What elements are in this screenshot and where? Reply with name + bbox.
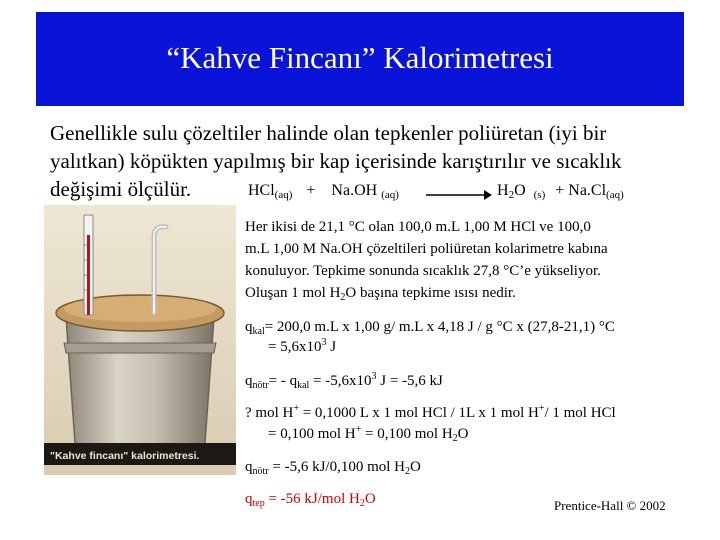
intro-line-2: yalıtkan) köpükten yapılmış bir kap içerisinde karıştırılır ve sıcaklık [50,149,622,173]
problem-line-3: konuluyor. Tepkime sonunda sıcaklık 27,8 °C’e yükseliyor. [245,263,601,279]
title-banner [36,12,684,106]
product-water: $H_2O$ [497,182,526,201]
final-answer: $q_{tep} = -56$ kJ/mol $H_2O$ [245,491,376,509]
problem-line-2: m.L 1,00 M Na.OH çözeltileri poliüretan kolarimetre kabına [245,241,608,257]
calorimeter-photo [44,205,236,475]
reactant-naoh: Na.OH [331,182,378,199]
intro-line-1: Genellikle sulu çözeltiler halinde olan tepkenler poliüretan (iyi bir [50,121,607,145]
photo-caption: "Kahve fincanı" kalorimetresi. [50,450,200,462]
calc-q-kal: $q_{kal}= 200,0$ m.L x 1,00 g/ m.L x 4,18 J / g °C x (27,8-21,1) °C [245,319,615,337]
problem-line-4: Oluşan 1 mol $H_2O$ başına tepkime ısısı nedir. [245,285,516,303]
copyright-credit: Prentice-Hall © 2002 [554,498,666,513]
calc-q-kal-result: = $5,6x10^3$ J [268,337,337,355]
state-label: (s) [533,189,546,201]
calc-mol-h-result: = 0,100 mol H+ = 0,100 mol $H_2O$ [268,424,469,444]
reactant-hcl: HCl [248,182,275,199]
calc-q-notr-per-mol: $q_{nötr} = -5,6$ kJ/0,100 mol $H_2O$ [245,459,421,477]
state-label: (aq) [381,189,399,201]
slide-title: “Kahve Fincanı” Kalorimetresi [166,40,554,75]
problem-line-1: Her ikisi de 21,1 °C olan 100,0 m.L 1,00 M HCl ve 100,0 [245,219,591,235]
calorimeter-illustration [44,205,236,475]
plus-sign: + [306,182,316,199]
state-label: (aq) [274,189,293,201]
calc-q-notr: $q_{nötr}= - q_{kal} = -5,6x10^3$ J = -5,6 kJ [245,371,443,391]
product-nacl: + Na.Cl [555,182,607,199]
calc-mol-h: ? mol H+ = 0,1000 L x 1 mol HCl / 1L x 1 mol H+/ 1 mol HCl [245,403,616,421]
state-label: (aq) [606,189,624,201]
intro-line-3: değişimi ölçülür. [50,177,192,201]
reaction-equation [248,182,399,200]
reaction-arrow [426,188,492,202]
reaction-products [497,182,624,200]
